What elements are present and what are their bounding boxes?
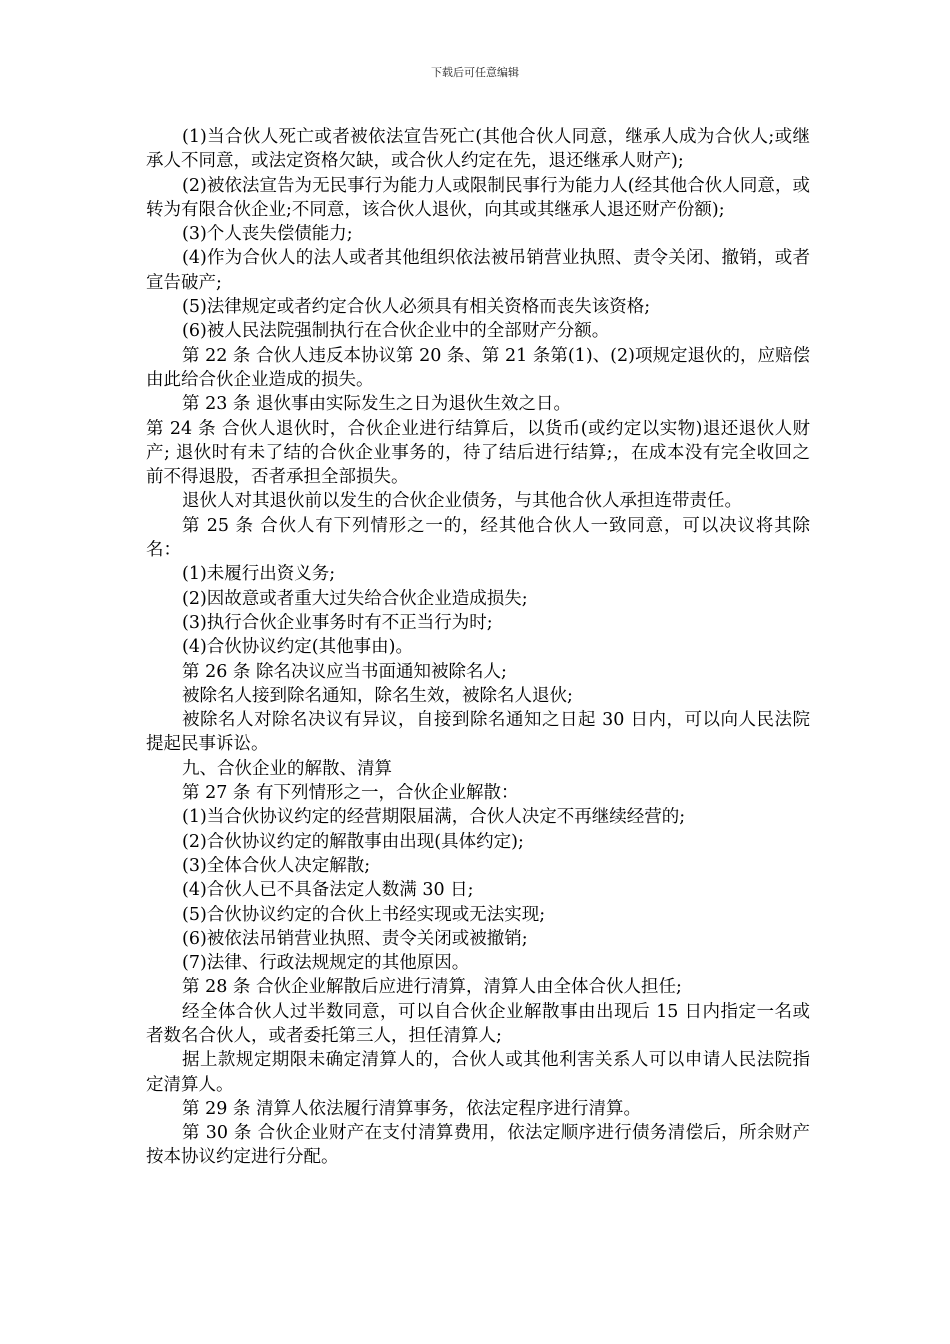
article-23: 第 23 条 退伙事由实际发生之日为退伙生效之日。 [182,394,571,415]
page-header: 下载后可任意编辑 [431,66,519,79]
paragraph: 被除名人接到除名通知，除名生效，被除名人退伙; [182,685,573,706]
paragraph: (3)执行合伙企业事务时有不正当行为时; [182,612,493,633]
paragraph: (3)个人丧失偿债能力; [182,224,353,245]
paragraph: (3)全体合伙人决定解散; [182,855,371,876]
article-26: 第 26 条 除名决议应当书面通知被除名人; [182,661,507,682]
article-27: 第 27 条 有下列情形之一，合伙企业解散： [182,783,519,804]
paragraph: (2)因故意或者重大过失给合伙企业造成损失; [182,588,528,609]
article-28: 第 28 条 合伙企业解散后应进行清算，清算人由全体合伙人担任; [182,977,682,998]
paragraph: (2)被依法宣告为无民事行为能力人或限制民事行为能力人(经其他合伙人同意，或转为有限合伙企业;不同意，该合伙人退伙，向其或其继承人退还财产份额); [146,175,810,220]
paragraph: (1)当合伙协议约定的经营期限届满，合伙人决定不再继续经营的; [182,807,686,828]
paragraph: (4)合伙协议约定(其他事由)。 [182,637,413,658]
paragraph: (6)被人民法院强制执行在合伙企业中的全部财产分额。 [182,321,610,342]
paragraph: 被除名人对除名决议有异议，自接到除名通知之日起 30 日内，可以向人民法院提起民事诉讼。 [146,710,810,755]
paragraph: (6)被依法吊销营业执照、责令关闭或被撤销; [182,928,528,949]
article-22: 第 22 条 合伙人违反本协议第 20 条、第 21 条第(1)、(2)项规定退伙的，应赔偿由此给合伙企业造成的损失。 [146,345,810,390]
article-25: 第 25 条 合伙人有下列情形之一的，经其他合伙人一致同意，可以决议将其除名： [146,515,810,561]
paragraph: (1)当合伙人死亡或者被依法宣告死亡(其他合伙人同意，继承人成为合伙人;或继承人不同意，或法定资格欠缺，或合伙人约定在先，退还继承人财产); [146,127,810,172]
paragraph: (5)法律规定或者约定合伙人必须具有相关资格而丧失该资格; [182,297,651,318]
article-30: 第 30 条 合伙企业财产在支付清算费用，依法定顺序进行债务清偿后，所余财产按本协议约定进行分配。 [146,1123,810,1168]
document-body [146,125,810,1170]
article-24: 第 24 条 合伙人退伙时，合伙企业进行结算后，以货币(或约定以实物)退还退伙人财产; 退伙时有未了结的合伙企业事务的，待了结后进行结算;，在成本没有完全收回之前不得退股，否者承担全部损失。 [146,418,810,488]
paragraph: (2)合伙协议约定的解散事由出现(具体约定); [182,831,524,852]
paragraph: (1)未履行出资义务; [182,564,336,585]
paragraph: (4)作为合伙人的法人或者其他组织依法被吊销营业执照、责令关闭、撤销，或者宣告破产; [146,248,810,293]
paragraph: (5)合伙协议约定的合伙上书经实现或无法实现; [182,904,546,925]
paragraph: 退伙人对其退伙前以发生的合伙企业债务，与其他合伙人承担连带责任。 [182,491,742,512]
paragraph: (4)合伙人已不具备法定人数满 30 日; [182,880,474,901]
paragraph: 据上款规定期限未确定清算人的，合伙人或其他利害关系人可以申请人民法院指定清算人。 [146,1050,810,1095]
paragraph: (7)法律、行政法规规定的其他原因。 [182,953,470,974]
article-29: 第 29 条 清算人依法履行清算事务，依法定程序进行清算。 [182,1098,641,1119]
paragraph: 经全体合伙人过半数同意，可以自合伙企业解散事由出现后 15 日内指定一名或者数名合伙人，或者委托第三人，担任清算人; [146,1001,810,1046]
section-heading: 九、合伙企业的解散、清算 [182,758,392,779]
